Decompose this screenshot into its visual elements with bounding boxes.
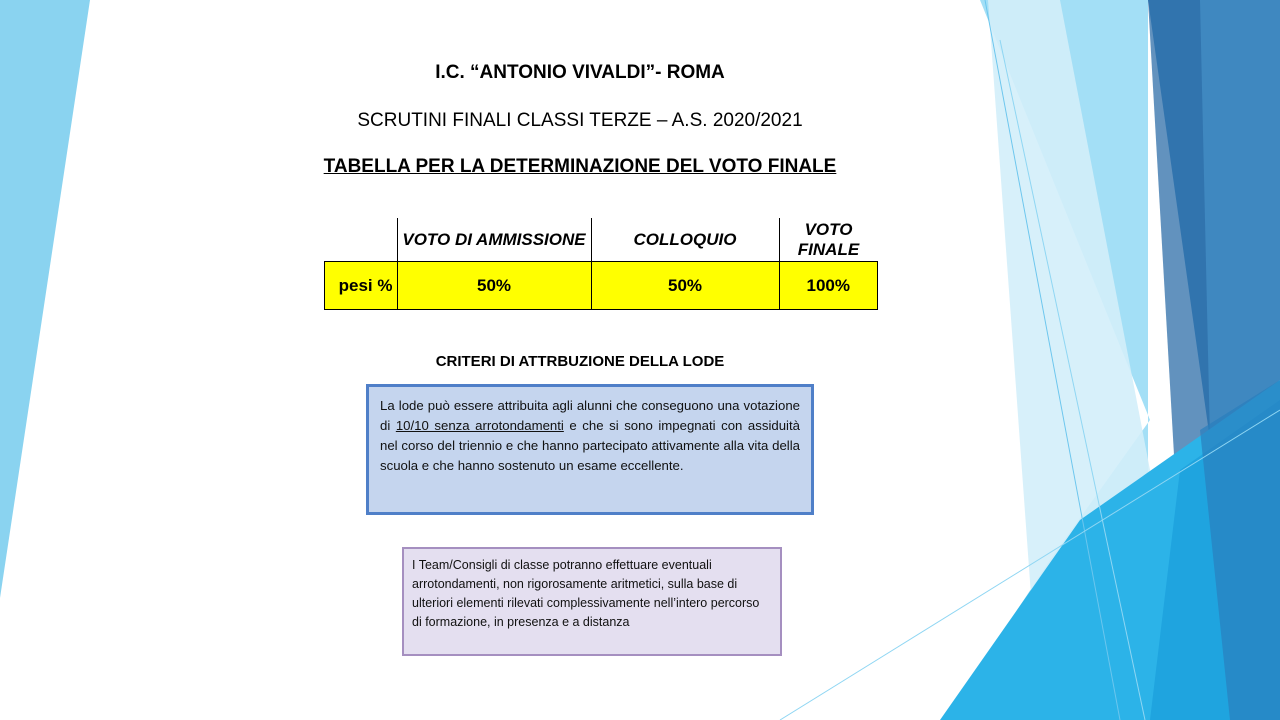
row-label-pesi: pesi %: [325, 262, 398, 310]
lode-text-before: La lode può essere attribuita agli alunni che conseguono una votazione di: [380, 398, 800, 433]
subtitle: SCRUTINI FINALI CLASSI TERZE – A.S. 2020/2021: [357, 110, 803, 131]
left-blue-triangle: [0, 0, 90, 598]
lode-criteria-box: [366, 384, 814, 515]
lode-criteria-title: CRITERI DI ATTRBUZIONE DELLA LODE: [435, 353, 725, 370]
header-voto-ammissione: VOTO DI AMMISSIONE: [397, 218, 591, 262]
value-voto-finale: 100%: [779, 262, 878, 310]
school-title: I.C. “ANTONIO VIVALDI”- ROMA: [435, 62, 725, 83]
lode-text-after: e che si sono impegnati con assiduità nel corso del triennio e che hanno partecipato attivamente alla vita della scuola e che hanno sostenuto un esame eccellente.: [380, 418, 800, 473]
value-colloquio: 50%: [591, 262, 779, 310]
lode-text-underlined: 10/10 senza arrotondamenti: [395, 418, 564, 433]
header-empty-cell: [325, 218, 398, 262]
value-voto-ammissione: 50%: [397, 262, 591, 310]
header-voto-finale: VOTO FINALE: [779, 218, 878, 262]
table-title-text: TABELLA PER LA DETERMINAZIONE DEL VOTO FINALE: [323, 156, 837, 177]
rounding-note-box: [402, 547, 782, 656]
header-colloquio: COLLOQUIO: [591, 218, 779, 262]
table-title: [0, 156, 1160, 178]
table-header-row: [325, 218, 878, 262]
table-row-pesi: [325, 262, 878, 310]
rounding-note-text: I Team/Consigli di classe potranno effettuare eventuali arrotondamenti, non rigorosamente aritmetici, sulla base di ulteriori elementi rilevati complessivamente nell’intero percorso di formazione, in presenza e a distanza: [412, 558, 760, 629]
grade-weights-table: [324, 218, 878, 310]
